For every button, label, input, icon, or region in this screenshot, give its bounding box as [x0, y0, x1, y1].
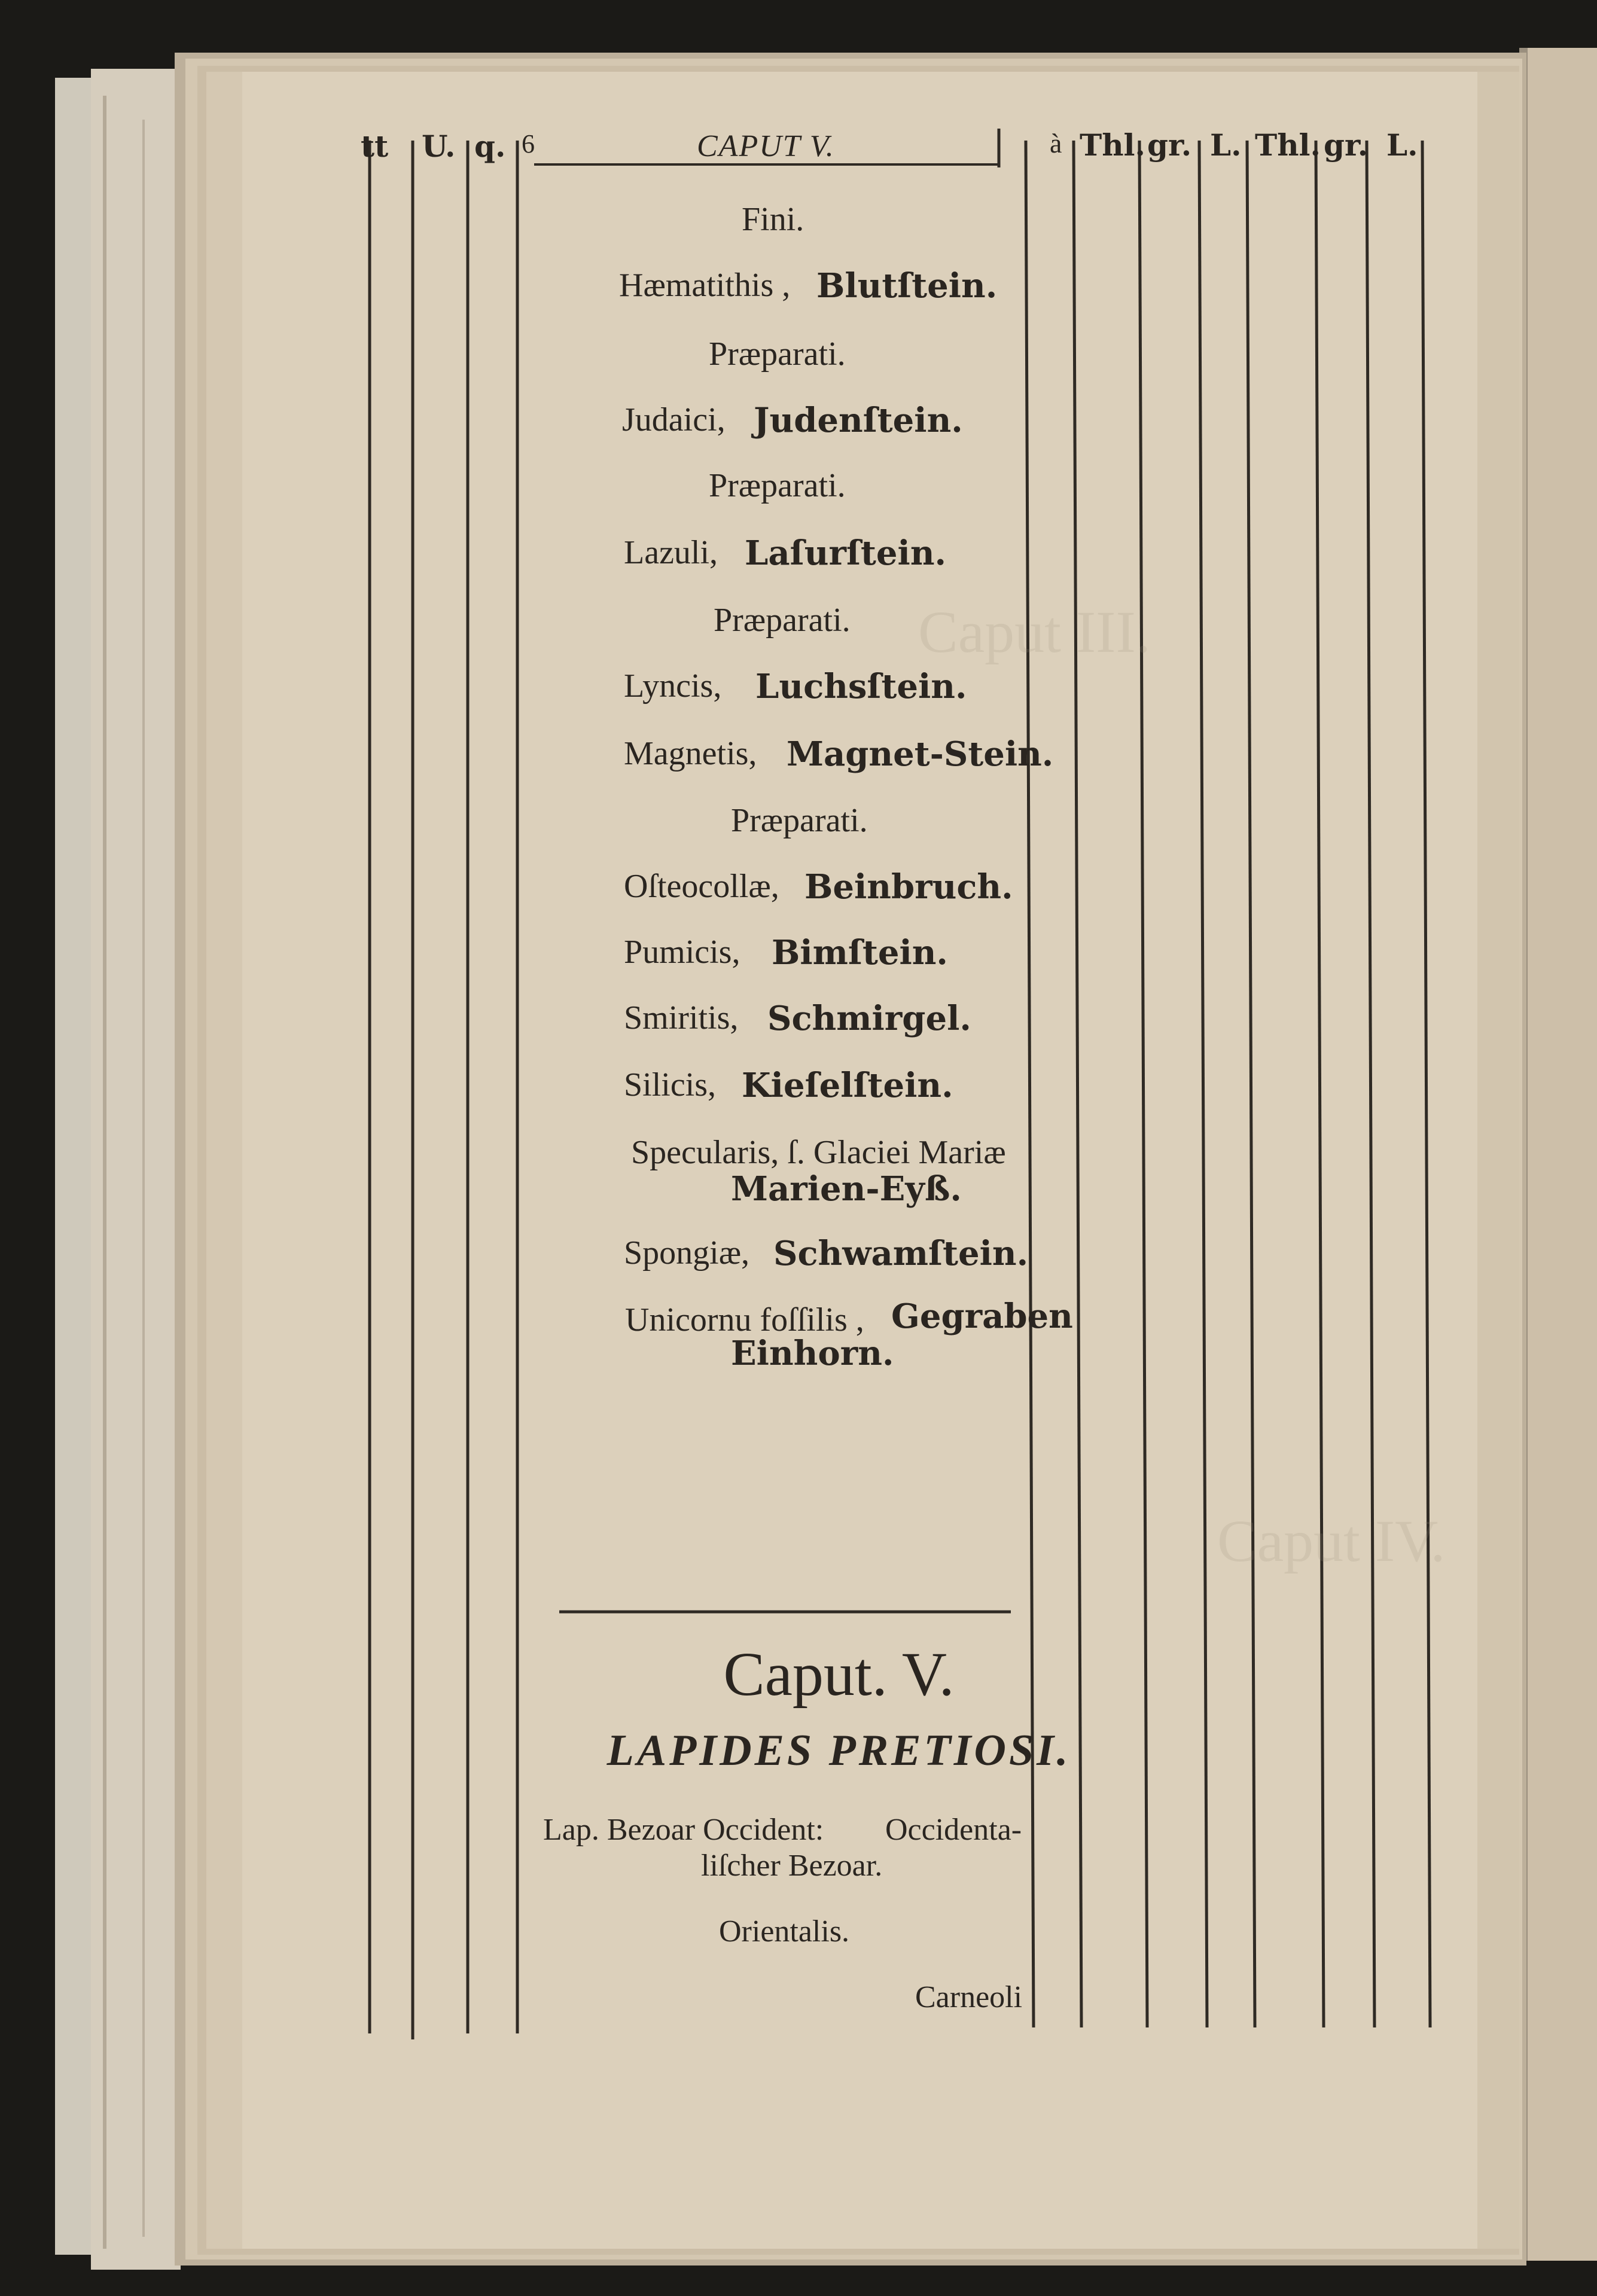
entry-german-cont: Einhorn.	[731, 1334, 894, 1373]
entry-german: Marien-Eyß.	[731, 1169, 962, 1209]
entry-latin: Unicornu foſſilis ,	[625, 1301, 864, 1338]
entry-latin: Silicis,	[624, 1066, 717, 1103]
entry-latin: Judaici,	[622, 401, 726, 438]
page-number: 6	[522, 129, 535, 158]
entry-german: Blutſtein.	[816, 266, 998, 306]
entry-german: Luchsſtein.	[755, 667, 967, 706]
entry-german: Magnet-Stein.	[787, 734, 1054, 774]
entry-german: Schmirgel.	[767, 999, 971, 1038]
price-col-thl-1: Thl.	[1080, 127, 1145, 163]
section-title: Caput. V.	[723, 1640, 955, 1709]
price-prefix: à	[1050, 128, 1062, 158]
binding-edge	[55, 78, 91, 2255]
header-col-3: q.	[474, 129, 506, 164]
entry-latin: Magnetis,	[624, 735, 757, 772]
section-subtitle: LAPIDES PRETIOSI.	[607, 1726, 1071, 1775]
price-col-l-1: L.	[1210, 127, 1242, 163]
entry-german: Bimſtein.	[772, 933, 948, 972]
entry-latin: Smiritis,	[624, 999, 739, 1036]
entry-latin: Specularis, ſ. Glaciei Mariæ	[631, 1134, 1006, 1171]
entry-latin: Spongiæ,	[624, 1234, 750, 1272]
price-col-gr-2: gr.	[1324, 127, 1369, 163]
section-item-translation: Occidenta-	[885, 1813, 1022, 1847]
header-col-1: tt	[361, 129, 389, 164]
entry-german: Laſurſtein.	[745, 533, 947, 573]
price-col-thl-2: Thl.	[1255, 127, 1321, 163]
facing-page-edge	[1525, 48, 1597, 2261]
running-title: CAPUT V.	[697, 129, 835, 163]
entry-german: Kieſelſtein.	[742, 1066, 953, 1105]
entry-latin: Lazuli,	[624, 534, 718, 571]
entry-latin: Lyncis,	[624, 667, 722, 705]
section-item: Carneoli	[915, 1980, 1023, 2014]
entry-latin: Præparati.	[709, 336, 846, 373]
section-item: Orientalis.	[719, 1914, 850, 1949]
price-col-l-2: L.	[1386, 127, 1418, 163]
header-col-2: U.	[422, 129, 456, 164]
entry-latin: Fini.	[742, 201, 804, 238]
entry-german: Beinbruch.	[804, 867, 1013, 907]
entry-latin: Pumicis,	[624, 934, 740, 971]
entry-german: Judenſtein.	[754, 401, 963, 440]
section-item: Lap. Bezoar Occident:	[543, 1813, 824, 1847]
entry-latin: Præparati.	[714, 602, 851, 639]
price-col-gr-1: gr.	[1147, 127, 1192, 163]
entry-german: Gegraben	[891, 1297, 1073, 1336]
section-item-translation-cont: liſcher Bezoar.	[701, 1849, 883, 1883]
svg-text:Caput IV.: Caput IV.	[1217, 1508, 1446, 1574]
entry-german: Schwamſtein.	[773, 1234, 1029, 1273]
entry-latin: Oſteocollæ,	[624, 868, 779, 905]
entry-latin: Præparati.	[731, 802, 868, 839]
entry-latin: Præparati.	[709, 467, 846, 504]
entry-latin: Hæmatithis ,	[619, 267, 791, 304]
svg-text:Caput III.: Caput III.	[918, 599, 1151, 665]
